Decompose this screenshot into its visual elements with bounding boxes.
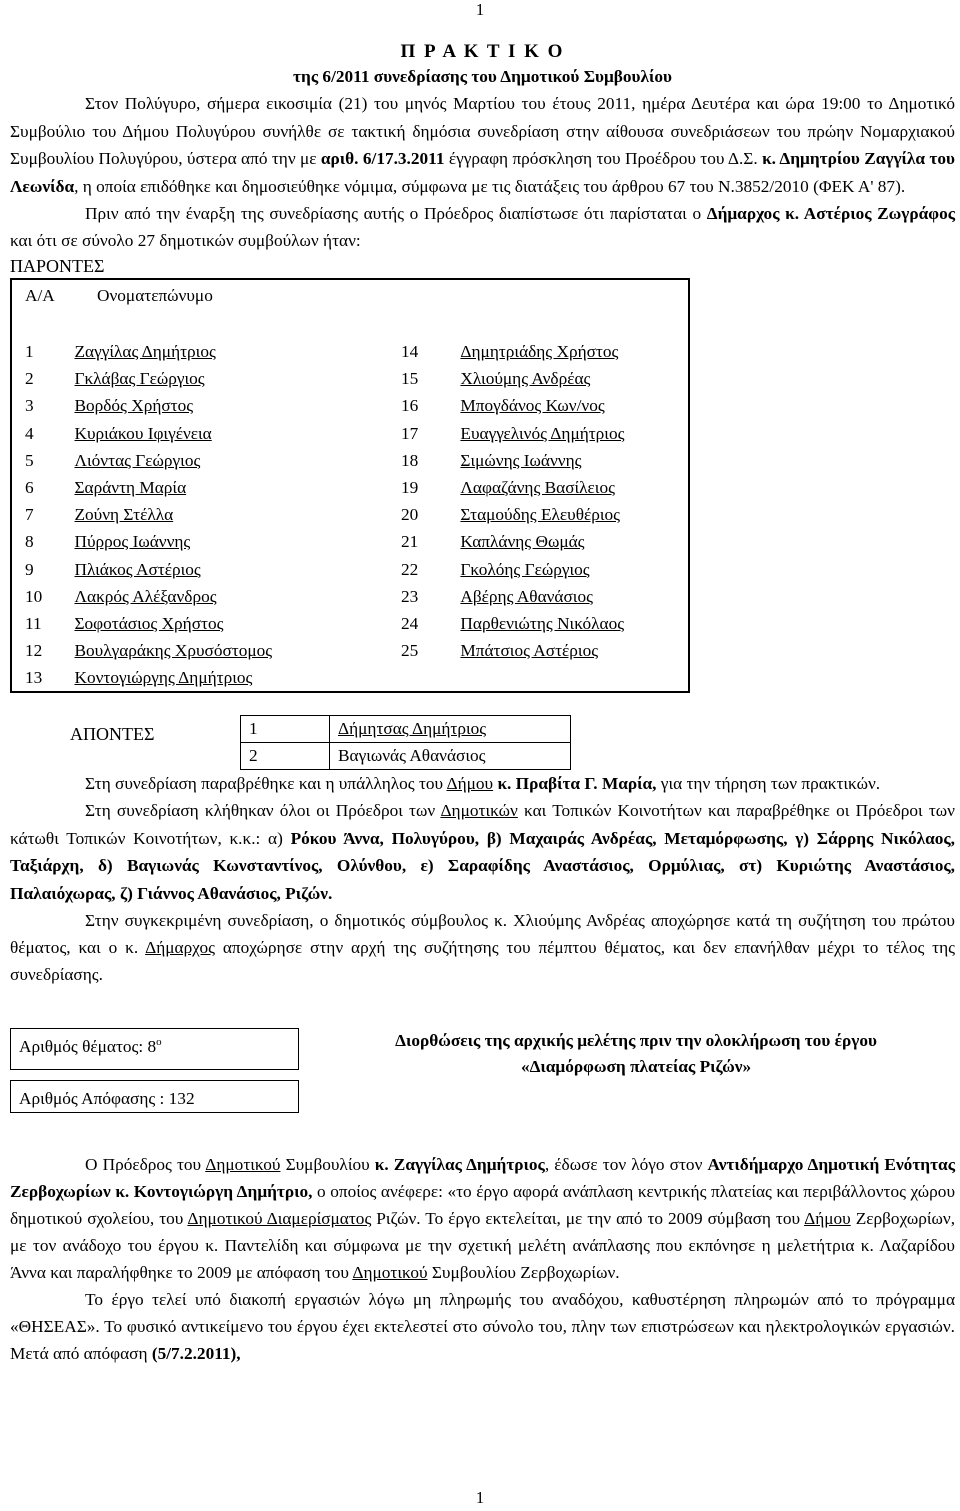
member-num: 24 xyxy=(401,613,419,633)
member-name: Χλιούμης Ανδρέας xyxy=(460,369,591,389)
chairs-paragraph xyxy=(10,797,955,907)
subject-number-box xyxy=(10,1028,299,1070)
body-text: Ο Πρόεδρος του xyxy=(85,1155,206,1175)
member-num: 17 xyxy=(401,423,419,443)
member-num: 21 xyxy=(401,532,419,552)
body-link: Δήμου xyxy=(804,1209,851,1229)
member-num: 14 xyxy=(401,342,419,361)
departure-paragraph xyxy=(10,907,955,988)
member-name: Γκολόης Γεώργιος xyxy=(460,559,590,579)
document-subtitle: της 6/2011 συνεδρίασης του Δημοτικού Συμβουλίου xyxy=(293,67,672,86)
member-num: 22 xyxy=(401,559,419,579)
member-name: Σταμούδης Ελευθέριος xyxy=(460,505,620,525)
body-text: Ριζών. Το έργο εκτελείται, με την από το 2009 σύμβαση του xyxy=(371,1209,805,1229)
body-text: Συμβουλίου Ζερβοχωρίων. xyxy=(427,1263,620,1283)
table-header xyxy=(12,280,688,338)
body-link: Δημοτικού xyxy=(205,1155,281,1175)
subject-block xyxy=(10,1028,955,1113)
clerk-text-2: για την τήρηση των πρακτικών. xyxy=(656,774,881,794)
subject-title xyxy=(317,1028,955,1113)
chairs-text-2: και Τοπικών Κοινοτήτων και παραβρέθηκε οι Πρόεδροι των κάτωθι Τοπικών Κοινοτήτων, κ.κ.: α) xyxy=(10,801,955,848)
col-aa: Α/Α xyxy=(25,286,55,305)
table-row xyxy=(12,365,688,392)
departure-text: Στην συγκεκριμένη συνεδρίαση, ο δημοτικός σύμβουλος κ. Χλιούμης Ανδρέας αποχώρησε κατά τη συζήτηση του πρώτου θέματος, και ο κ. xyxy=(10,911,955,958)
member-name: Σαράντη Μαρία xyxy=(74,477,187,497)
member-num: 10 xyxy=(25,586,43,606)
member-num: 1 xyxy=(25,342,34,361)
subject-title-line-2: «Διαμόρφωση πλατείας Ριζών» xyxy=(520,1057,752,1077)
body-text: Ζερβοχωρίων, με τον ανάδοχο του έργου κ. Παντελίδη και σύμφωνα με την σχετική μελέτη ανάπλασης που εκπόνησε η μελετήτρια κ. Λαζαρίδου Άννα και παραλήφθηκε το 2009 με απόφαση του xyxy=(10,1209,956,1283)
table-row xyxy=(12,637,688,664)
present-members-table xyxy=(10,278,690,693)
member-name: Μπάτσιος Αστέριος xyxy=(460,641,599,661)
member-name: Πλιάκος Αστέριος xyxy=(74,559,201,579)
member-num: 7 xyxy=(25,505,34,525)
departure-link: Δήμαρχος xyxy=(145,938,215,958)
page-number-bottom: 1 xyxy=(475,1488,485,1507)
subject-sup: ο xyxy=(156,1036,162,1049)
member-num: 9 xyxy=(25,559,34,579)
table-row xyxy=(241,743,571,770)
absent-name: Βαγιωνάς Αθανάσιος xyxy=(330,743,571,770)
table-row xyxy=(12,610,688,637)
member-name: Μπογδάνος Κων/νος xyxy=(460,396,605,416)
body-link: Δημοτικού Διαμερίσματος xyxy=(187,1209,372,1229)
absent-table xyxy=(240,715,571,770)
body-text: , έδωσε τον λόγο στον xyxy=(544,1155,708,1175)
table-row xyxy=(12,501,688,528)
member-name: Παρθενιώτης Νικόλαος xyxy=(460,613,625,633)
present-rows xyxy=(12,338,688,691)
table-row xyxy=(12,664,688,691)
quorum-paragraph xyxy=(10,200,955,254)
absent-num: 2 xyxy=(241,743,330,770)
col-name: Ονοματεπώνυμο xyxy=(97,286,213,305)
member-num: 4 xyxy=(25,423,34,443)
quorum-text: Πριν από την έναρξη της συνεδρίασης αυτής ο Πρόεδρος διαπίστωσε ότι παρίσταται ο xyxy=(85,204,707,223)
member-num: 19 xyxy=(401,477,419,497)
member-name: Γκλάβας Γεώργιος xyxy=(74,369,205,389)
absent-label: ΑΠΟΝΤΕΣ xyxy=(70,724,155,745)
member-num: 2 xyxy=(25,369,34,389)
body-text: Συμβουλίου xyxy=(280,1155,375,1175)
absent-num: 1 xyxy=(241,716,330,743)
intro-text: Στον Πολύγυρο, σήμερα εικοσιμία (21) του μηνός Μαρτίου του έτους 2011, ημέρα Δευτέρα και ώρα 19:00 το Δημοτικό Συμβούλιο του Δήμου Πολυγύρου συνήλθε σε τακτική δημόσια συνεδρίαση στην αίθουσα συνεδριάσεων του πρώην Νομαρχιακού Συμβουλίου Πολυγύρου, ύστερα από την με xyxy=(10,94,955,168)
member-name: Αβέρης Αθανάσιος xyxy=(460,586,593,606)
member-name: Ζαγγίλας Δημήτριος xyxy=(74,342,216,361)
invitation-number: αριθ. 6/17.3.2011 xyxy=(320,149,445,168)
member-num: 12 xyxy=(25,641,43,661)
member-name: Κυριάκου Ιφιγένεια xyxy=(74,423,212,443)
chairs-text: Στη συνεδρίαση κλήθηκαν όλοι οι Πρόεδροι των xyxy=(85,801,441,821)
member-num: 8 xyxy=(25,532,34,552)
member-num xyxy=(401,664,460,691)
member-name: Ευαγγελινός Δημήτριος xyxy=(460,423,625,443)
clerk-name: κ. Πραβίτα Γ. Μαρία, xyxy=(497,774,657,794)
member-num: 11 xyxy=(25,613,42,633)
member-num: 23 xyxy=(401,586,419,606)
table-row xyxy=(12,556,688,583)
table-row xyxy=(12,420,688,447)
member-name: Λαφαζάνης Βασίλειος xyxy=(460,477,615,497)
absent-name-text: Δήμητσας Δημήτριος xyxy=(338,719,487,739)
intro-paragraph xyxy=(10,90,955,200)
clerk-link: Δήμου xyxy=(446,774,494,794)
document-title: Π Ρ Α Κ Τ Ι Κ Ο xyxy=(400,41,565,62)
member-name: Ζούνη Στέλλα xyxy=(74,505,174,525)
document-body xyxy=(10,40,955,1367)
member-num: 15 xyxy=(401,369,419,389)
member-name: Βορδός Χρήστος xyxy=(74,396,194,416)
table-row xyxy=(12,392,688,419)
member-name: Σιμώνης Ιωάννης xyxy=(460,450,582,470)
body-bold: (5/7.2.2011), xyxy=(151,1344,241,1364)
table-row xyxy=(12,528,688,555)
present-label: ΠΑΡΟΝΤΕΣ xyxy=(10,256,105,276)
body-link: Δημοτικού xyxy=(352,1263,428,1283)
subject-left xyxy=(10,1028,299,1113)
departure-text-2: αποχώρησε στην αρχή της συζήτησης του πέμπτου θέματος, και δεν επανήλθαν μέχρι το τέλος της συνεδρίασης. xyxy=(10,938,956,985)
intro-text-2: έγγραφη πρόσκληση του Προέδρου του Δ.Σ. xyxy=(444,149,763,168)
absent-name xyxy=(330,716,571,743)
member-name: Σοφοτάσιος Χρήστος xyxy=(74,613,224,633)
member-name: Κοντογιώργης Δημήτριος xyxy=(74,668,253,688)
clerk-paragraph xyxy=(10,770,955,797)
member-num: 20 xyxy=(401,505,419,525)
member-name xyxy=(460,664,688,691)
member-name: Λακρός Αλέξανδρος xyxy=(74,586,217,606)
subject-number: Αριθμός θέματος: 8 xyxy=(19,1037,157,1057)
body-bold: Αντιδήμαρχο Δημοτική Ενότητας Ζερβοχωρίων κ. Κοντογιώργη Δημήτριο, xyxy=(10,1155,955,1202)
page-number-top: 1 xyxy=(475,0,485,19)
member-num: 25 xyxy=(401,641,419,661)
table-row xyxy=(12,338,688,365)
chairs-names: Ρόκου Άννα, Πολυγύρου, β) Μαχαιράς Ανδρέας, Μεταμόρφωσης, γ) Σάρρης Νικόλαος, Ταξιάρχη, δ) Βαγιωνάς Κωνσταντίνος, Ολύνθου, ε) Σαραφίδης Αναστάσιος, Ορμύλιας, στ) Κυριώτης Αναστάσιος, Παλαιόχωρας, ζ) Γιάννος Αθανάσιος, Ριζών. xyxy=(10,828,956,903)
intro-text-3: , η οποία επιδόθηκε και δημοσιεύθηκε νόμιμα, σύμφωνα με τις διατάξεις του άρθρου 67 του Ν.3852/2010 (ΦΕΚ Α' 87). xyxy=(74,176,906,196)
member-name: Βουλγαράκης Χρυσόστομος xyxy=(74,641,273,661)
table-row xyxy=(12,474,688,501)
table-row xyxy=(12,583,688,610)
body-text: Το έργο τελεί υπό διακοπή εργασιών λόγω μη πληρωμής του αναδόχου, καθυστέρηση πληρωμών από το πρόγραμμα «ΘΗΣΕΑΣ». Το φυσικό αντικείμενο του έργου έχει εκτελεστεί στο σύνολο του, πλην των επιστρώσεων και ηλεκτρολογικών εργασιών. Μετά από απόφαση xyxy=(10,1290,955,1364)
member-num: 5 xyxy=(25,450,34,470)
decision-number-box: Αριθμός Απόφασης : 132 xyxy=(10,1080,299,1113)
president-name: κ. Δημητρίου Ζαγγίλα του Λεωνίδα xyxy=(10,149,955,196)
member-num: 16 xyxy=(401,396,419,416)
body-text: ο οποίος ανέφερε: «το έργο αφορά ανάπλαση κεντρικής πλατείας και περιβάλλοντος χώρου δημοτικού σχολείου, του xyxy=(10,1182,955,1229)
member-name: Καπλάνης Θωμάς xyxy=(460,532,585,552)
body-paragraph-2 xyxy=(10,1286,955,1367)
mayor-name: Δήμαρχος κ. Αστέριος Ζωγράφος xyxy=(706,204,955,223)
body-paragraph-1 xyxy=(10,1151,955,1286)
table-row xyxy=(12,447,688,474)
body-bold: κ. Ζαγγίλας Δημήτριος xyxy=(374,1155,545,1175)
member-name: Λιόντας Γεώργιος xyxy=(74,450,201,470)
clerk-text: Στη συνεδρίαση παραβρέθηκε και η υπάλληλος του xyxy=(85,774,447,794)
subject-title-line-1: Διορθώσεις της αρχικής μελέτης πριν την ολοκλήρωση του έργου xyxy=(395,1031,877,1051)
absent-section xyxy=(10,715,955,770)
member-num: 13 xyxy=(25,668,43,688)
chairs-link: Δημοτικών xyxy=(440,801,518,821)
table-row xyxy=(241,716,571,743)
member-name: Πύρρος Ιωάννης xyxy=(74,532,191,552)
member-num: 18 xyxy=(401,450,419,470)
member-num: 3 xyxy=(25,396,34,416)
quorum-text-2: και ότι σε σύνολο 27 δημοτικών συμβούλων ήταν: xyxy=(10,231,361,250)
member-name: Δημητριάδης Χρήστος xyxy=(460,342,619,361)
member-num: 6 xyxy=(25,477,34,497)
